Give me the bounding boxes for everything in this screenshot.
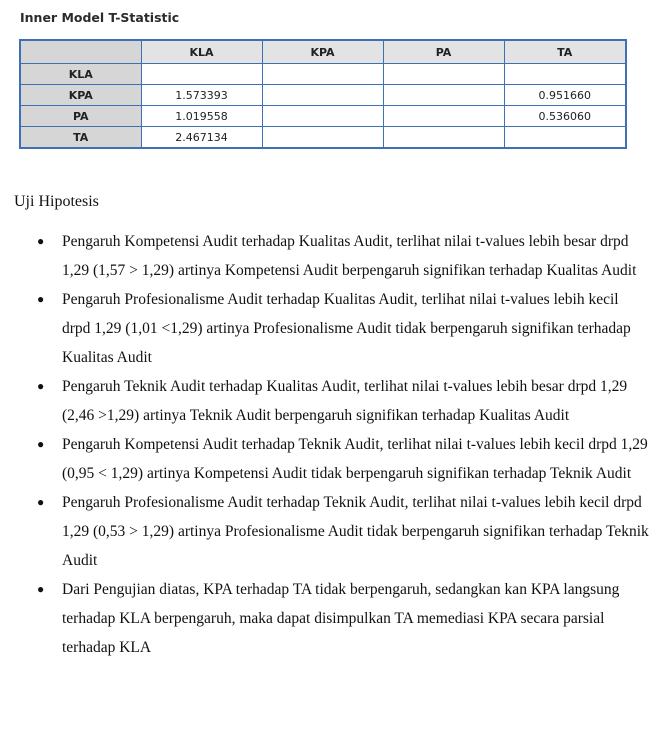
list-item-text: Pengaruh Profesionalisme Audit terhadap Kualitas Audit, terlihat nilai t-values lebih kecil drpd 1,29 (1,01 <1,29) artinya Profesionalisme Audit tidak berpengaruh signifikan terhadap Kualitas Audit (62, 291, 631, 366)
t-statistic-table (19, 39, 627, 149)
list-item (0, 575, 650, 662)
table-cell (383, 127, 504, 149)
list-item-text: Pengaruh Kompetensi Audit terhadap Kualitas Audit, terlihat nilai t-values lebih besar drpd 1,29 (1,57 > 1,29) artinya Kompetensi Audit berpengaruh signifikan terhadap Kualitas Audit (62, 233, 637, 279)
table-cell (504, 127, 626, 149)
table-cell: 2.467134 (141, 127, 262, 149)
table-cell (383, 106, 504, 127)
table-cell (383, 64, 504, 85)
table-row (20, 127, 626, 149)
row-header-ta: TA (20, 127, 141, 149)
table-cell: 0.951660 (504, 85, 626, 106)
row-header-kla: KLA (20, 64, 141, 85)
bullet-icon: ● (37, 582, 45, 596)
list-item (0, 227, 650, 285)
bullet-icon: ● (37, 379, 45, 393)
column-header-kla: KLA (141, 40, 262, 64)
list-item (0, 285, 650, 372)
list-item (0, 430, 650, 488)
table-cell (383, 85, 504, 106)
bullet-icon: ● (37, 495, 45, 509)
table-row (20, 85, 626, 106)
row-header-kpa: KPA (20, 85, 141, 106)
table-cell (262, 106, 383, 127)
list-item-text: Dari Pengujian diatas, KPA terhadap TA tidak berpengaruh, sedangkan kan KPA langsung terhadap KLA berpengaruh, maka dapat disimpulkan TA memediasi KPA secara parsial terhadap KLA (62, 581, 620, 656)
list-item-text: Pengaruh Profesionalisme Audit terhadap Teknik Audit, terlihat nilai t-values lebih kecil drpd 1,29 (0,53 > 1,29) artinya Profesionalisme Audit tidak berpengaruh signifikan terhadap Teknik Audit (62, 494, 649, 569)
bullet-icon: ● (37, 234, 45, 248)
list-item-text: Pengaruh Teknik Audit terhadap Kualitas Audit, terlihat nilai t-values lebih besar drpd 1,29 (2,46 >1,29) artinya Teknik Audit berpengaruh signifikan terhadap Kualitas Audit (62, 378, 628, 424)
row-header-pa: PA (20, 106, 141, 127)
table-cell: 1.573393 (141, 85, 262, 106)
table-title: Inner Model T-Statistic (20, 10, 180, 25)
table-header-row (20, 40, 626, 64)
column-header-ta: TA (504, 40, 626, 64)
list-item (0, 488, 650, 575)
table-cell: 1.019558 (141, 106, 262, 127)
list-item-text: Pengaruh Kompetensi Audit terhadap Teknik Audit, terlihat nilai t-values lebih kecil drpd 1,29 (0,95 < 1,29) artinya Kompetensi Audit tidak berpengaruh signifikan terhadap Teknik Audit (62, 436, 648, 482)
list-item (0, 372, 650, 430)
bullet-icon: ● (37, 437, 45, 451)
table-corner-cell (20, 40, 141, 64)
table-cell (262, 64, 383, 85)
table-cell (504, 64, 626, 85)
bullet-icon: ● (37, 292, 45, 306)
table-row (20, 106, 626, 127)
table-row (20, 64, 626, 85)
hypothesis-list (0, 227, 650, 662)
table-cell: 0.536060 (504, 106, 626, 127)
column-header-kpa: KPA (262, 40, 383, 64)
table-cell (262, 85, 383, 106)
column-header-pa: PA (383, 40, 504, 64)
table-cell (262, 127, 383, 149)
section-heading: Uji Hipotesis (14, 193, 99, 210)
table-cell (141, 64, 262, 85)
